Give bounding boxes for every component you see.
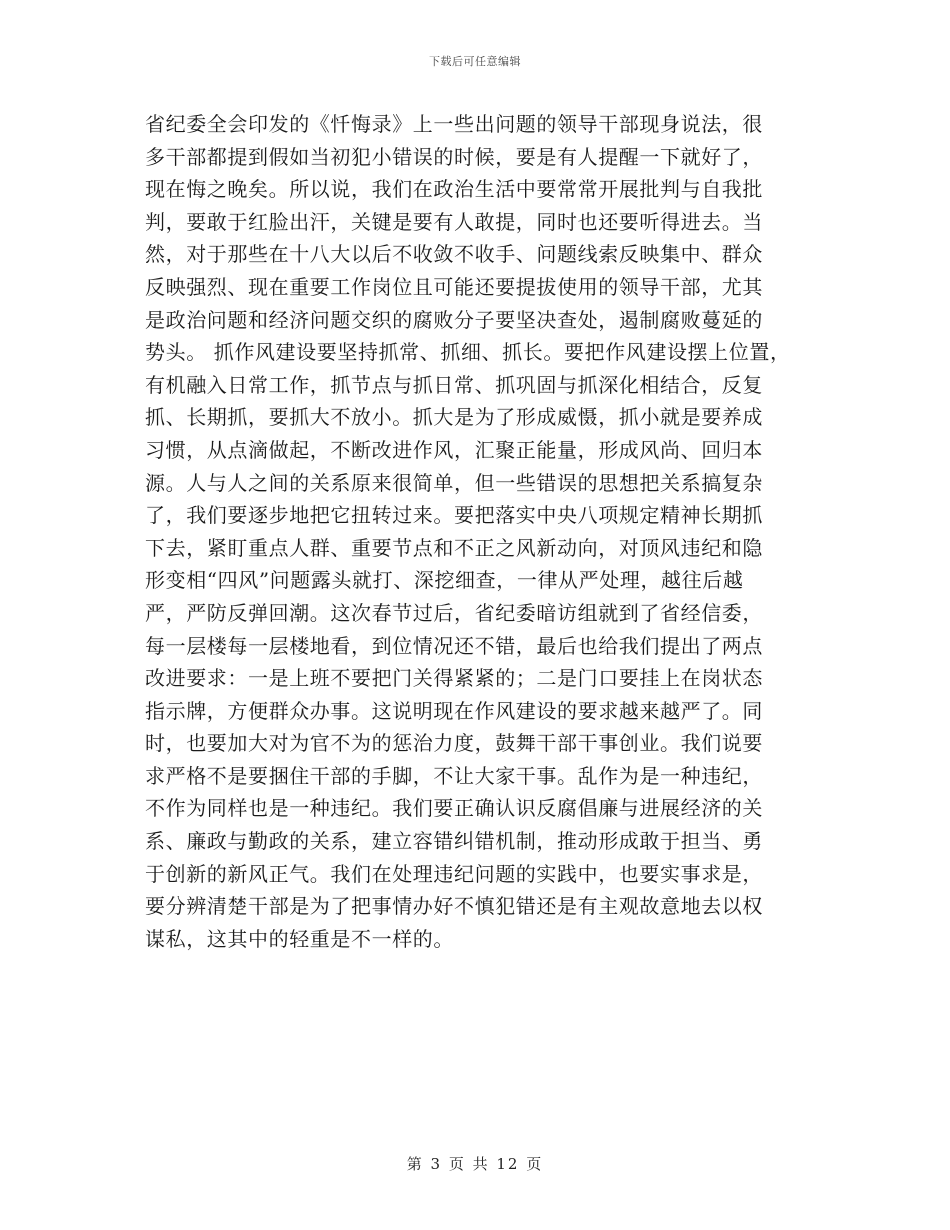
text-line: 求严格不是要捆住干部的手脚，不让大家干事。乱作为是一种违纪，	[145, 763, 763, 788]
text-line: 不作为同样也是一种违纪。我们要正确认识反腐倡廉与进展经济的关	[145, 796, 763, 821]
text-line: 然，对于那些在十八大以后不收敛不收手、问题线索反映集中、群众	[145, 242, 763, 267]
text-line: 时，也要加大对为官不为的惩治力度，鼓舞干部干事创业。我们说要	[145, 731, 763, 756]
text-line: 多干部都提到假如当初犯小错误的时候，要是有人提醒一下就好了，	[145, 144, 763, 169]
text-line: 了，我们要逐步地把它扭转过来。要把落实中央八项规定精神长期抓	[145, 503, 763, 528]
text-line: 抓、长期抓，要抓大不放小。抓大是为了形成威慑，抓小就是要养成	[145, 405, 763, 430]
text-line: 省纪委全会印发的《忏悔录》上一些出问题的领导干部现身说法，很	[145, 112, 763, 136]
text-line: 严，严防反弹回潮。这次春节过后，省纪委暗访组就到了省经信委，	[145, 600, 763, 625]
text-line: 要分辨清楚干部是为了把事情办好不慎犯错还是有主观故意地去以权	[145, 894, 763, 919]
text-line: 谋私，这其中的轻重是不一样的。	[145, 926, 454, 951]
text-line: 有机融入日常工作，抓节点与抓日常、抓巩固与抓深化相结合，反复	[145, 372, 763, 397]
text-line: 习惯，从点滴做起，不断改进作风，汇聚正能量，形成风尚、回归本	[145, 437, 763, 462]
text-line: 于创新的新风正气。我们在处理违纪问题的实践中，也要实事求是，	[145, 861, 763, 886]
text-line: 改进要求：一是上班不要把门关得紧紧的；二是门口要挂上在岗状态	[145, 666, 763, 691]
text-line: 反映强烈、现在重要工作岗位且可能还要提拔使用的领导干部，尤其	[145, 274, 763, 299]
text-line: 是政治问题和经济问题交织的腐败分子要坚决查处，遏制腐败蔓延的	[145, 307, 763, 332]
text-line: 每一层楼每一层楼地看，到位情况还不错，最后也给我们提出了两点	[145, 633, 763, 658]
text-line: 源。人与人之间的关系原来很简单，但一些错误的思想把关系搞复杂	[145, 470, 763, 495]
text-line: 系、廉政与勤政的关系，建立容错纠错机制，推动形成敢于担当、勇	[145, 829, 763, 854]
text-line: 下去，紧盯重点人群、重要节点和不正之风新动向，对顶风违纪和隐	[145, 535, 763, 560]
page-number-footer: 第 3 页 共 12 页	[406, 1155, 544, 1173]
text-line: 现在悔之晚矣。所以说，我们在政治生活中要常常开展批判与自我批	[145, 177, 763, 202]
text-line: 判，要敢于红脸出汗，关键是要有人敢提，同时也还要听得进去。当	[145, 209, 763, 234]
page-header: 下载后可任意编辑	[429, 55, 521, 68]
text-line: 指示牌，方便群众办事。这说明现在作风建设的要求越来越严了。同	[145, 698, 763, 723]
text-line: 势头。 抓作风建设要坚持抓常、抓细、抓长。要把作风建设摆上位置，	[145, 340, 791, 365]
text-line: 形变相“四风”问题露头就打、深挖细查，一律从严处理，越往后越	[145, 568, 744, 593]
body-text	[145, 108, 835, 955]
